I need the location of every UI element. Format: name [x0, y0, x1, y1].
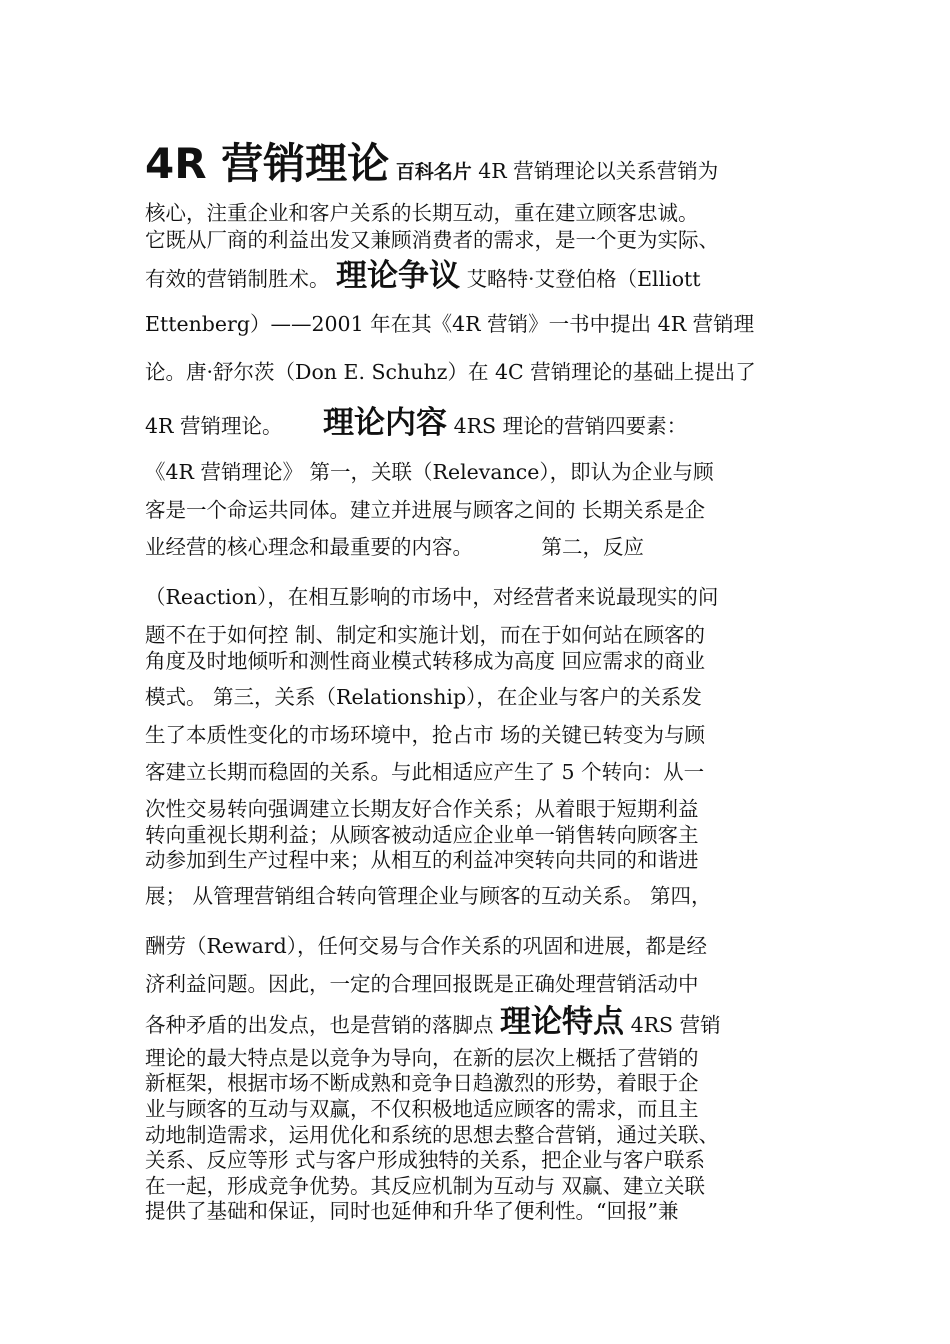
- text-line: [145, 254, 810, 298]
- text-segment: 业经营的核心理念和最重要的内容。: [145, 535, 473, 559]
- text-segment: 有效的营销制胜术。: [145, 267, 330, 291]
- text-line: 题不在于如何控 制、制定和实施计划，而在于如何站在顾客的: [145, 623, 706, 647]
- text-line: 动地制造需求，运用优化和系统的思想去整合营销，通过关联、: [145, 1123, 719, 1147]
- text-line: （Reaction），在相互影响的市场中，对经营者来说最现实的问: [145, 585, 719, 609]
- text-segment: 艾略特·艾登伯格（Elliott: [466, 267, 701, 291]
- text-line: [145, 140, 810, 188]
- tag-label: 百科名片: [395, 161, 472, 183]
- text-line: 新框架，根据市场不断成熟和竞争日趋激烈的形势，着眼于企: [145, 1071, 699, 1095]
- text-segment: 第二，反应: [541, 535, 645, 559]
- text-line: 它既从厂商的利益出发又兼顾消费者的需求，是一个更为实际、: [145, 228, 719, 252]
- text-line: 提供了基础和保证，同时也延伸和升华了便利性。“回报”兼: [145, 1199, 679, 1223]
- text-line: [145, 401, 810, 445]
- text-line: 核心，注重企业和客户关系的长期互动，重在建立顾客忠诚。: [145, 201, 699, 225]
- text-line: 酬劳（Reward），任何交易与合作关系的巩固和进展，都是经: [145, 934, 708, 958]
- text-segment: 4R 营销理论。: [145, 414, 283, 438]
- text-line: 展； 从管理营销组合转向管理企业与顾客的互动关系。 第四，: [145, 884, 712, 908]
- heading-content: 理论内容: [323, 405, 448, 441]
- text-line: Ettenberg）——2001 年在其《4R 营销》一书中提出 4R 营销理: [145, 312, 755, 336]
- text-line: 次性交易转向强调建立长期友好合作关系；从着眼于短期利益: [145, 797, 699, 821]
- text-line: 角度及时地倾听和测性商业模式转移成为高度 回应需求的商业: [145, 649, 706, 673]
- text-line: 理论的最大特点是以竞争为导向，在新的层次上概括了营销的: [145, 1046, 699, 1070]
- text-line: 转向重视长期利益；从顾客被动适应企业单一销售转向顾客主: [145, 823, 699, 847]
- text-line: 客建立长期而稳固的关系。与此相适应产生了 5 个转向：从一: [145, 760, 705, 784]
- text-line: 关系、反应等形 式与客户形成独特的关系，把企业与客户联系: [145, 1148, 706, 1172]
- text-line: [145, 1000, 810, 1044]
- document-title: 4R 营销理论: [145, 140, 390, 188]
- text-line: 生了本质性变化的市场环境中，抢占市 场的关键已转变为与顾: [145, 723, 706, 747]
- text-segment: 4RS 理论的营销四要素：: [453, 414, 688, 438]
- text-line: 在一起，形成竞争优势。其反应机制为互动与 双赢、建立关联: [145, 1174, 706, 1198]
- heading-features: 理论特点: [500, 1004, 625, 1040]
- text-segment: 各种矛盾的出发点，也是营销的落脚点: [145, 1013, 494, 1037]
- text-line: 动参加到生产过程中来；从相互的利益冲突转向共同的和谐进: [145, 848, 699, 872]
- text-segment: 4R 营销理论以关系营销为: [478, 159, 719, 183]
- heading-dispute: 理论争议: [336, 258, 461, 294]
- text-line: 客是一个命运共同体。建立并进展与顾客之间的 长期关系是企: [145, 498, 706, 522]
- text-line: 济利益问题。因此，一定的合理回报既是正确处理营销活动中: [145, 972, 699, 996]
- text-line: [145, 530, 810, 564]
- text-line: 《4R 营销理论》 第一，关联（Relevance），即认为企业与顾: [145, 460, 714, 484]
- text-line: 业与顾客的互动与双赢，不仅积极地适应顾客的需求，而且主: [145, 1097, 699, 1121]
- text-line: 论。唐·舒尔茨（Don E. Schuhz）在 4C 营销理论的基础上提出了: [145, 360, 756, 384]
- text-line: 模式。 第三，关系（Relationship），在企业与客户的关系发: [145, 685, 702, 709]
- text-segment: 4RS 营销: [630, 1013, 721, 1037]
